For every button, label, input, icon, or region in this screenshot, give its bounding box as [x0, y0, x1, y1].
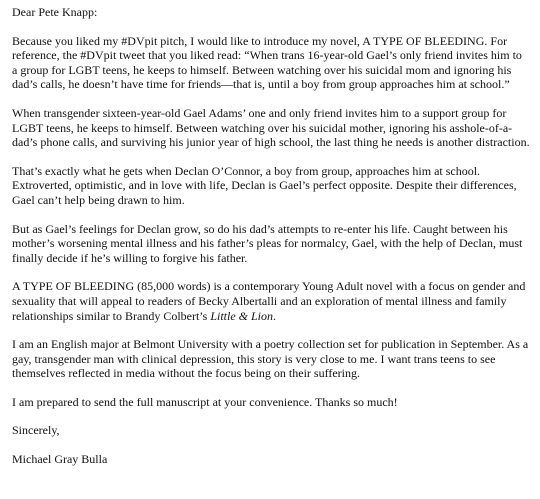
- paragraph-inciting-incident: That’s exactly what he gets when Declan O’Connor, a boy from group, approaches him at school. Extroverted, optimistic, and in love with life, Declan is Gael’s perfect opposite. Despite their differences, Gael can’t help being drawn to him.: [12, 163, 517, 207]
- closing-line: Sincerely,: [12, 423, 60, 438]
- paragraph-stakes: But as Gael’s feelings for Declan grow, so do his dad’s attempts to re-enter his life. Caught between his mother’s worsening mental illness and his father’s pleas for normalcy, Gael, with the help of Declan, must finally decide if he’s willing to forgive his father.: [12, 221, 523, 265]
- comparable-title: Little & Lion: [210, 308, 273, 323]
- comparables-end: .: [273, 308, 276, 323]
- comparables-text: A TYPE OF BLEEDING (85,000 words) is a contemporary Young Adult novel with a focus on gender and sexuality that will appeal to readers of Becky Albertalli and an exploration of mental illness and family relationships similar to Brandy Colbert’s: [12, 279, 526, 323]
- paragraph-bio: I am an English major at Belmont University with a poetry collection set for publication in September. As a gay, transgender man with clinical depression, this story is very close to me. I want trans teens to see themselves reflected in media without the focus being on their suffering.: [12, 337, 529, 381]
- paragraph-comparables: [12, 279, 530, 323]
- paragraph-premise: When transgender sixteen-year-old Gael Adams’ one and only friend invites him to a support group for LGBT teens, he keeps to himself. Between watching over his suicidal mother, ignoring his asshole-of-a-dad’s phone calls, and surviving his junior year of high school, the last thing he needs is another distraction.: [12, 105, 530, 150]
- paragraph-pitch-reference: Because you liked my #DVpit pitch, I would like to introduce my novel, A TYPE OF BLEEDING. For reference, the #DVpit tweet that you liked read: “When trans 16-year-old Gael’s only friend invites him to a group for LGBT teens, he keeps to himself. Between watching over his suicidal mom and ignoring his dad’s calls, he doesn’t have time for friends—that is, until a boy from group approaches him at school.”: [12, 33, 522, 92]
- paragraph-closing-offer: I am prepared to send the full manuscript at your convenience. Thanks so much!: [12, 394, 398, 409]
- signature: Michael Gray Bulla: [12, 452, 108, 467]
- salutation: Dear Pete Knapp:: [12, 5, 98, 19]
